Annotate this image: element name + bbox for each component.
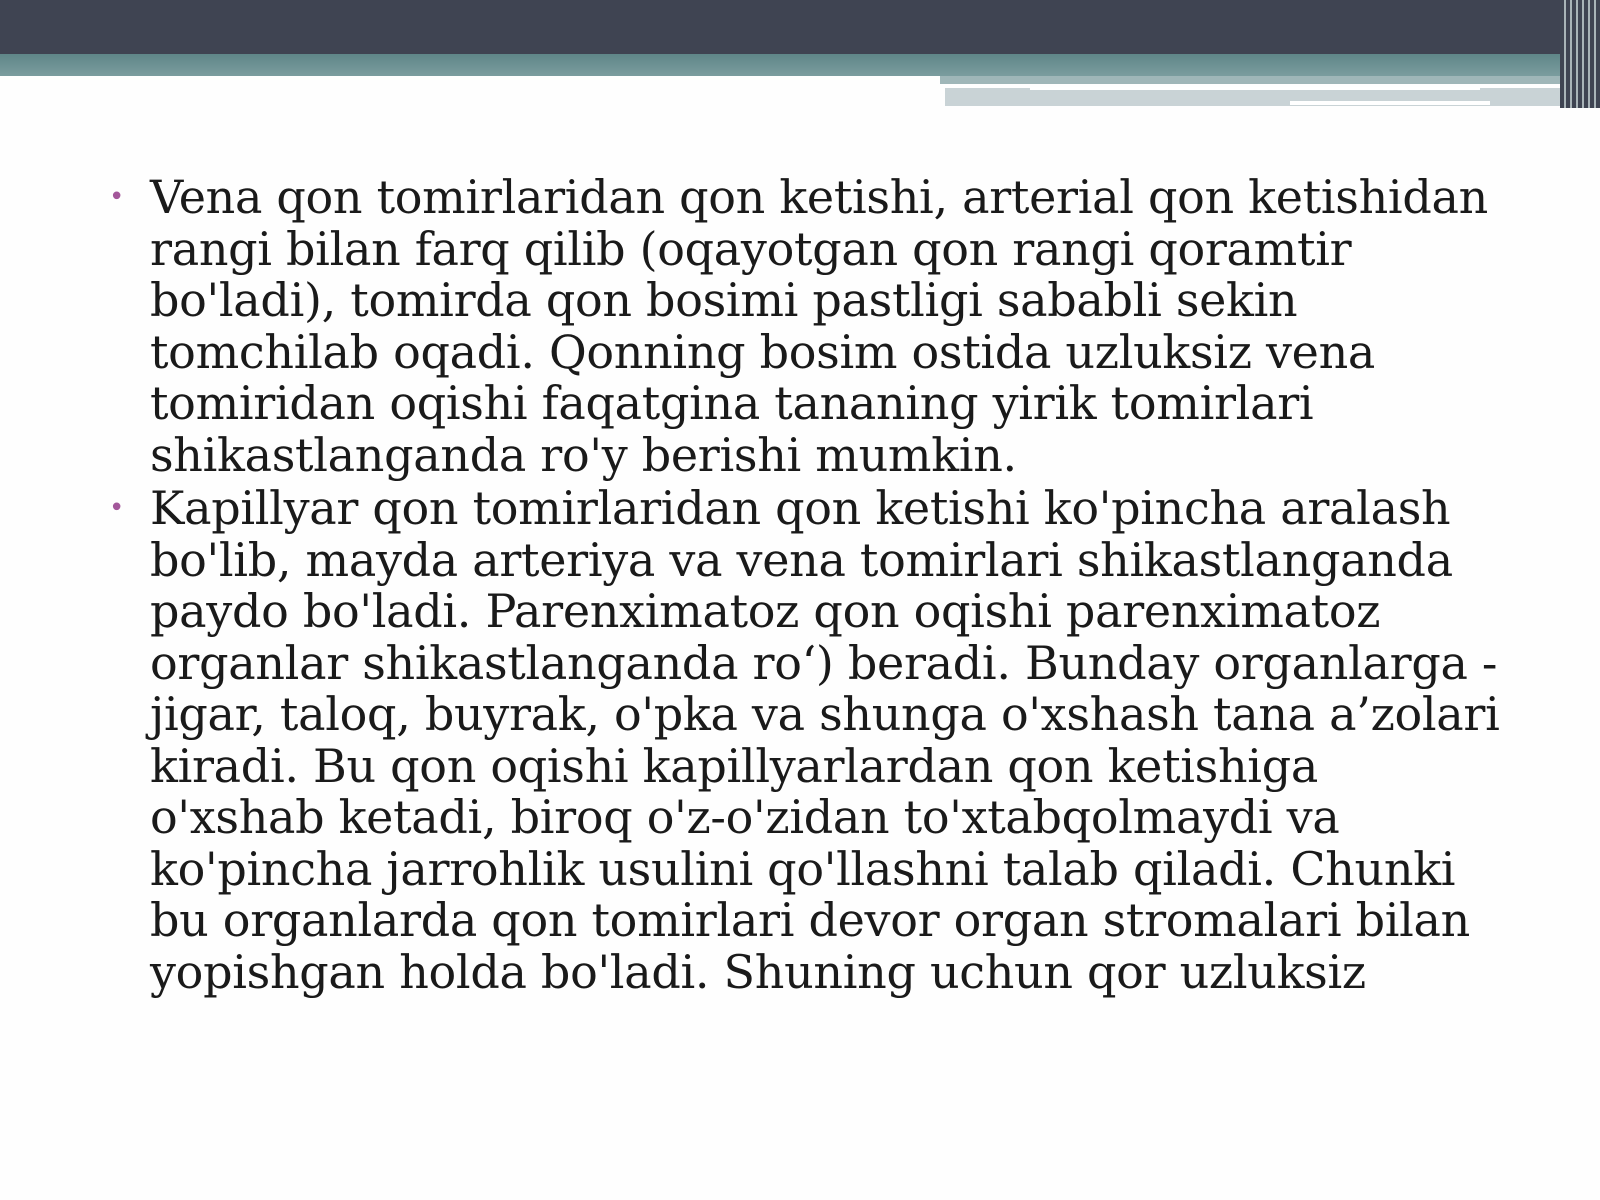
bullet-icon: •: [109, 182, 125, 212]
bullet-text: Kapillyar qon tomirlaridan qon ketishi ko'pincha aralash bo'lib, mayda arteriya va vena tomirlari shikastlanganda paydo bo'ladi. Parenximatoz qon oqishi parenximatoz organlar shikastlanganda ro‘) beradi. Bunday organlarga - jigar, taloq, buyrak, o'pka va shunga o'xshash tana a’zolari kiradi. Bu qon oqishi kapillyarlardan qon ketishiga o'xshab ketadi, biroq o'z-o'zidan to'xtabqolmaydi va ko'pincha jarrohlik usulini qo'llashni talab qiladi. Chunki bu organlarda qon tomirlari devor organ stromalari bilan yopishgan holda bo'ladi. Shuning uchun qor uzluksiz: [150, 481, 1500, 999]
bullet-text: Vena qon tomirlaridan qon ketishi, arterial qon ketishidan rangi bilan farq qilib (oqayotgan qon rangi qoramtir bo'ladi), tomirda qon bosimi pastligi sababli sekin tomchilab oqadi. Qonning bosim ostida uzluksiz vena tomiridan oqishi faqatgina tananing yirik tomirlari shikastlanganda ro'y berishi mumkin.: [150, 170, 1488, 482]
bullet-item: [105, 172, 1505, 481]
header-accent-line: [1030, 87, 1480, 90]
header-accent-line-lower: [1290, 101, 1490, 105]
header-band-teal: [0, 54, 1560, 76]
header-band-dark: [0, 0, 1600, 54]
bullet-list: [105, 172, 1505, 998]
header-band-teal-right: [940, 76, 1560, 84]
header-edge-stripes: [1560, 0, 1600, 108]
bullet-item: [105, 483, 1505, 998]
bullet-icon: •: [109, 493, 125, 523]
slide-body: [105, 172, 1505, 1000]
